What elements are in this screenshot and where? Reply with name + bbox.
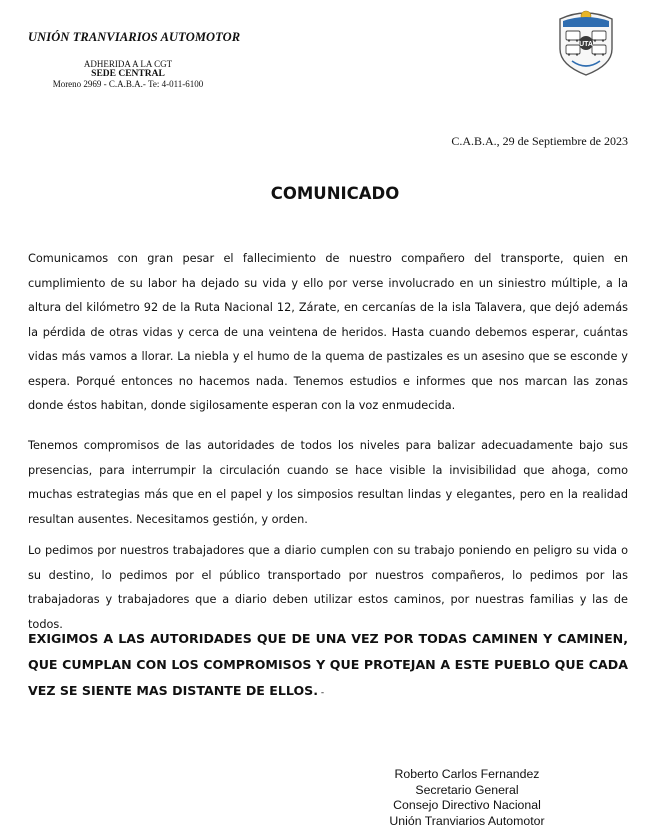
paragraph-2: Tenemos compromisos de las autoridades de todos los niveles para balizar adecuadamente bajo sus presencias, para interrumpir la circulación cuando se hace visible la invisibilidad que ahoga, como muchas estrategias más que en el papel y los simposios resultan lindas y elegantes, pero en la realidad resultan ausentes. Necesitamos gestión, y orden. (28, 439, 628, 526)
affiliation: ADHERIDA A LA CGT (83, 59, 173, 69)
signatory-org: Unión Tranviarios Automotor (389, 813, 545, 828)
org-name: UNIÓN TRANVIARIOS AUTOMOTOR (28, 30, 241, 44)
demand-statement (28, 626, 628, 706)
paragraph-3: Lo pedimos por nuestros trabajadores que a diario cumplen con su trabajo poniendo en peligro su vida o su destino, lo pedimos por el público transportado por nuestros compañeros, lo pedimos por las trabajadoras y trabajadores que a diario deben utilizar estos caminos, por nuestras familias y las de todos. (28, 544, 628, 631)
headquarters: SEDE CENTRAL (91, 69, 165, 79)
uta-emblem-icon (554, 5, 618, 77)
date-line: C.A.B.A., 29 de Septiembre de 2023 (451, 134, 628, 148)
demand-text: EXIGIMOS A LAS AUTORIDADES QUE DE UNA VEZ POR TODAS CAMINEN Y CAMINEN, QUE CUMPLAN CON LOS COMPROMISOS Y QUE PROTEJAN A ESTE PUEBLO QUE CADA VEZ SE SIENTE MAS DISTANTE DE ELLOS. (28, 631, 628, 698)
paragraph-1: Comunicamos con gran pesar el fallecimiento de nuestro compañero del transporte, quien en cumplimiento de su labor ha dejado su vida y ello por verse involucrado en un siniestro múltiple, a la altura del kilómetro 92 de la Ruta Nacional 12, Zárate, en cercanías de la isla Talavera, que dejó además la pérdida de otras vidas y cerca de una veintena de heridos. Hasta cuando debemos esperar, cuántas vidas más vamos a llorar. La niebla y el humo de la quema de pastizales es un asesino que se esconde y espera. Porqué entonces no hacemos nada. Tenemos estudios e informes que nos marcan las zonas donde éstos habitan, donde sigilosamente esperan con la voz enmudecida. (28, 252, 628, 412)
letterhead (28, 30, 268, 89)
logo-text: UTA (579, 41, 593, 48)
signatory-body: Consejo Directivo Nacional (393, 798, 541, 812)
demand-tail: - (318, 688, 325, 698)
document-title: COMUNICADO (270, 184, 400, 203)
signatory-role: Secretario General (415, 782, 519, 797)
signatory-name: Roberto Carlos Fernandez (394, 767, 540, 781)
signature-block (372, 767, 562, 829)
address: Moreno 2969 - C.A.B.A.- Te: 4-011-6100 (52, 79, 204, 89)
